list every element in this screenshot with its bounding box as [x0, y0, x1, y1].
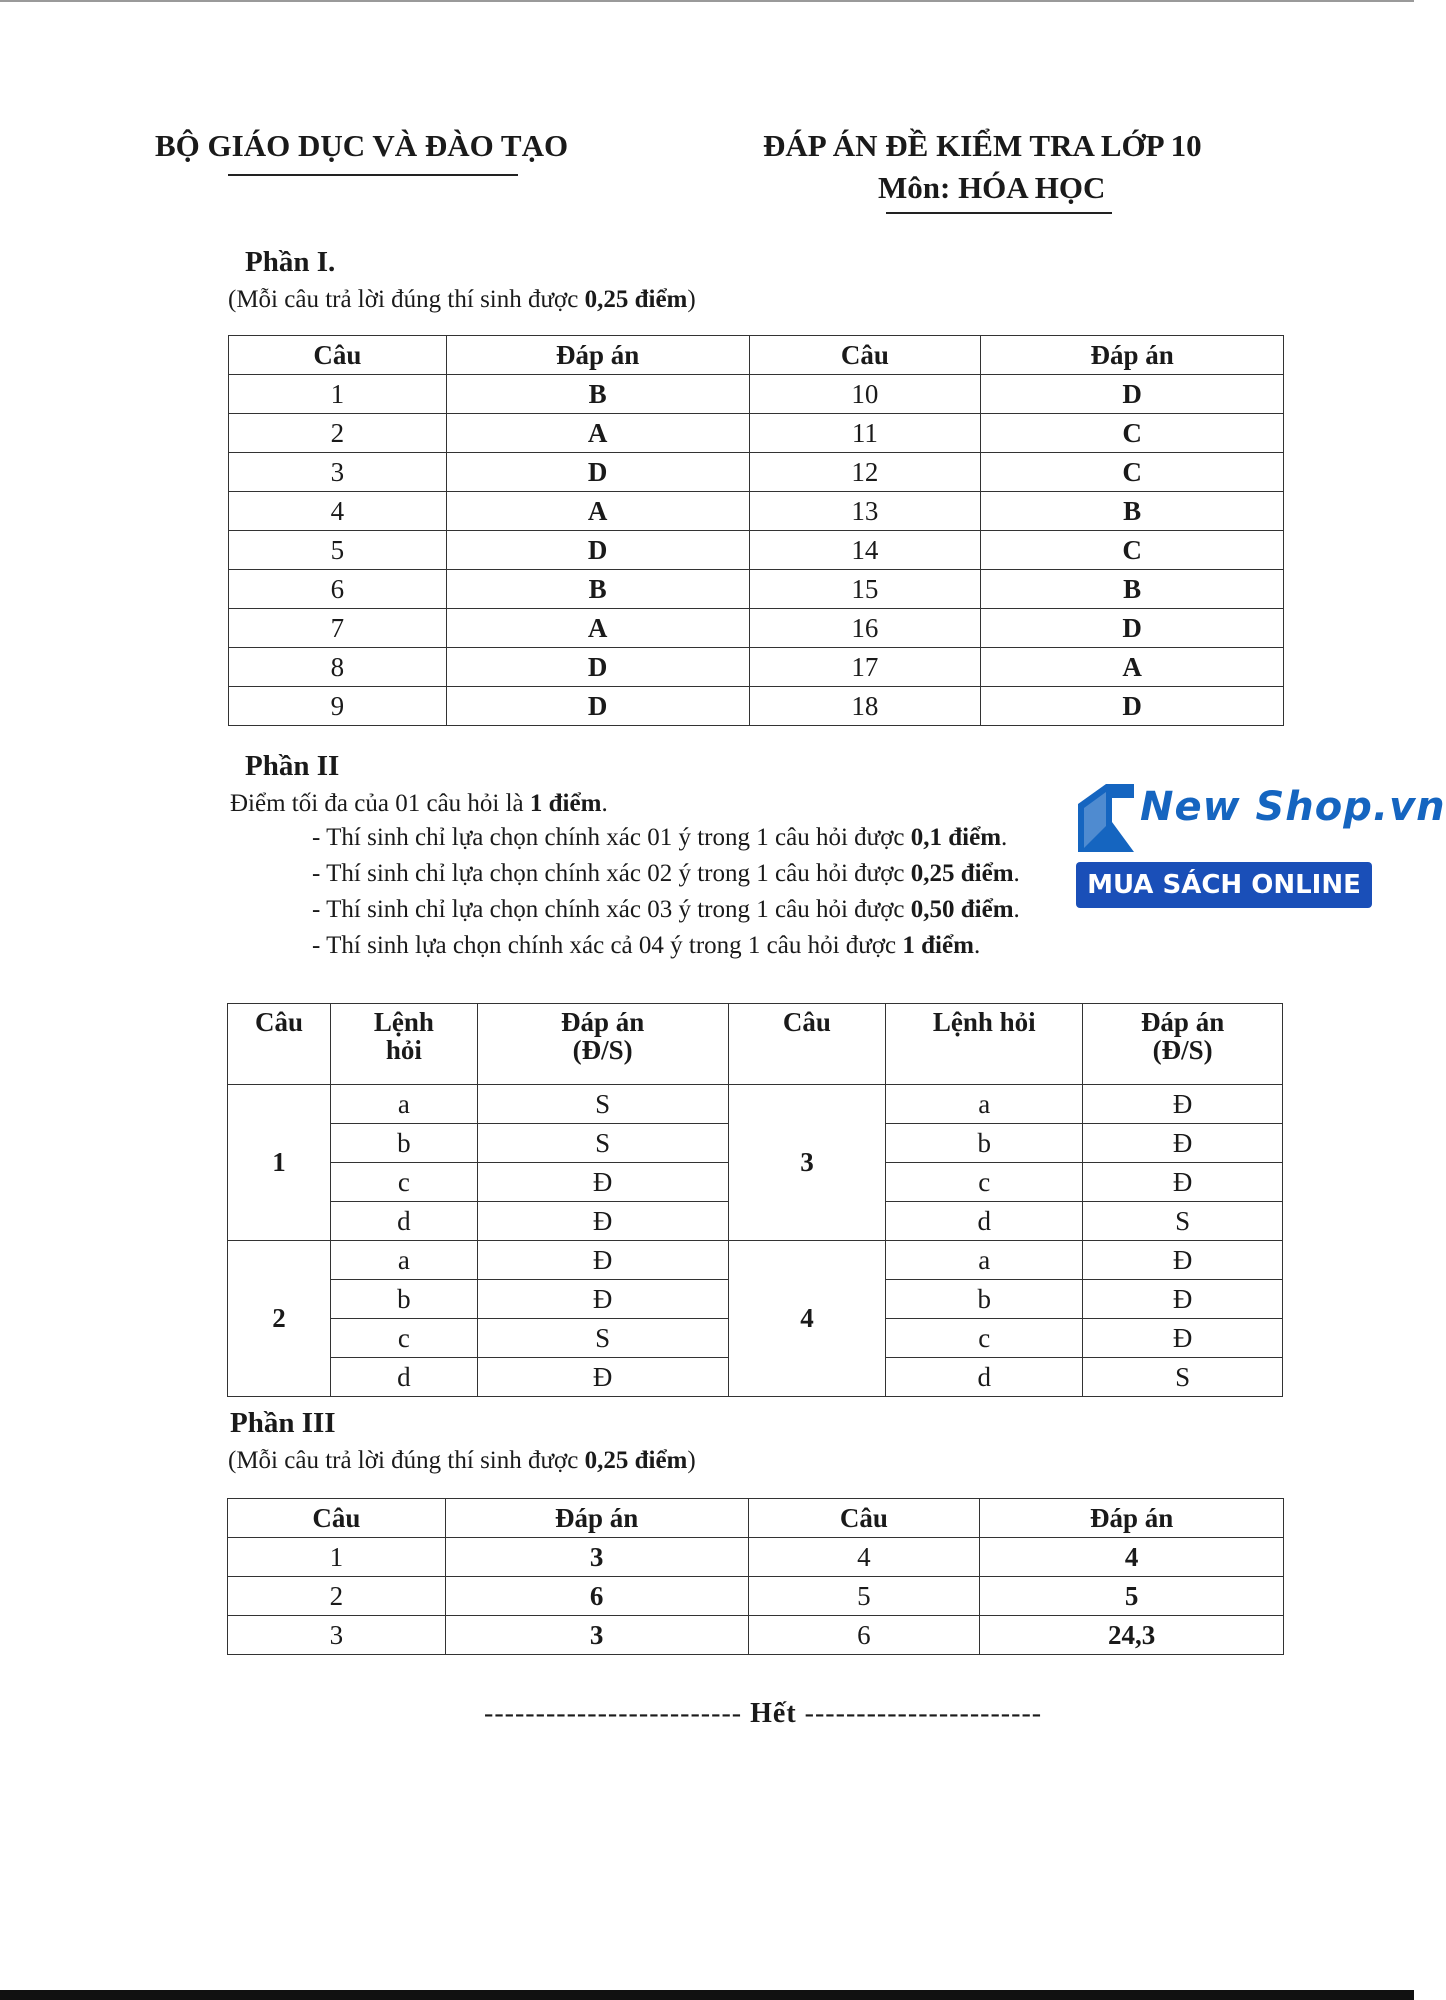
command-letter-cell: c: [330, 1163, 477, 1202]
column-header-question: Câu: [228, 1499, 446, 1538]
table-row: [228, 1616, 1284, 1655]
question-number-cell: 3: [728, 1085, 886, 1241]
true-false-answer-cell: S: [1083, 1358, 1283, 1397]
question-number-cell: 14: [749, 531, 981, 570]
command-letter-cell: d: [330, 1358, 477, 1397]
true-false-answer-cell: Đ: [477, 1163, 728, 1202]
part2-intro: Điểm tối đa của 01 câu hỏi là 1 điểm.: [230, 790, 608, 817]
column-header-command: Lệnh hỏi: [330, 1004, 477, 1085]
answer-cell: C: [981, 414, 1284, 453]
part3-answer-table: [227, 1498, 1284, 1655]
part1-heading: Phần I.: [245, 246, 336, 278]
command-letter-cell: b: [330, 1124, 477, 1163]
table-header-row: [228, 1004, 1283, 1085]
answer-cell: 3: [445, 1538, 748, 1577]
answer-cell: C: [981, 453, 1284, 492]
column-header-answer: Đáp án: [980, 1499, 1284, 1538]
logo-brand-text: New Shop.vn: [1140, 784, 1446, 830]
part3-note: (Mỗi câu trả lời đúng thí sinh được 0,25 điểm): [228, 1447, 696, 1474]
command-letter-cell: c: [886, 1163, 1083, 1202]
command-letter-cell: d: [330, 1202, 477, 1241]
question-number-cell: 12: [749, 453, 981, 492]
command-letter-cell: b: [330, 1280, 477, 1319]
true-false-answer-cell: Đ: [1083, 1241, 1283, 1280]
answer-cell: A: [981, 648, 1284, 687]
question-number-cell: 2: [228, 1577, 446, 1616]
question-number-cell: 9: [229, 687, 447, 726]
table-row: [229, 375, 1284, 414]
question-number-cell: 18: [749, 687, 981, 726]
question-number-cell: 17: [749, 648, 981, 687]
true-false-answer-cell: Đ: [477, 1280, 728, 1319]
table-header-row: [228, 1499, 1284, 1538]
logo-tagline-banner: MUA SÁCH ONLINE: [1076, 862, 1372, 908]
answer-cell: D: [446, 531, 749, 570]
true-false-answer-cell: Đ: [1083, 1319, 1283, 1358]
ministry-underline: [228, 174, 518, 176]
question-number-cell: 7: [229, 609, 447, 648]
answer-cell: 5: [980, 1577, 1284, 1616]
question-number-cell: 5: [229, 531, 447, 570]
true-false-answer-cell: Đ: [1083, 1280, 1283, 1319]
answer-cell: B: [981, 492, 1284, 531]
subject-underline: [886, 212, 1112, 214]
part1-note: (Mỗi câu trả lời đúng thí sinh được 0,25 điểm): [228, 286, 696, 313]
answer-cell: A: [446, 492, 749, 531]
true-false-answer-cell: Đ: [477, 1358, 728, 1397]
column-header-answer: Đáp án: [981, 336, 1284, 375]
answer-cell: D: [981, 687, 1284, 726]
true-false-answer-cell: Đ: [1083, 1085, 1283, 1124]
scoring-rule-item: - Thí sinh lựa chọn chính xác cả 04 ý trong 1 câu hỏi được 1 điểm.: [312, 932, 981, 959]
question-number-cell: 15: [749, 570, 981, 609]
answer-cell: D: [446, 453, 749, 492]
bottom-border-line: [0, 1990, 1414, 2000]
question-number-cell: 5: [748, 1577, 980, 1616]
answer-cell: D: [981, 609, 1284, 648]
true-false-answer-cell: Đ: [477, 1202, 728, 1241]
question-number-cell: 16: [749, 609, 981, 648]
command-letter-cell: a: [886, 1241, 1083, 1280]
table-row: [229, 453, 1284, 492]
true-false-answer-cell: Đ: [477, 1241, 728, 1280]
subject-heading: Môn: HÓA HỌC: [878, 170, 1106, 205]
table-row: [229, 531, 1284, 570]
question-number-cell: 1: [228, 1085, 331, 1241]
question-number-cell: 2: [229, 414, 447, 453]
command-letter-cell: c: [886, 1319, 1083, 1358]
column-header-question: Câu: [728, 1004, 886, 1085]
column-header-answer: Đáp án: [445, 1499, 748, 1538]
command-letter-cell: a: [886, 1085, 1083, 1124]
table-row: [228, 1241, 1283, 1280]
command-letter-cell: b: [886, 1280, 1083, 1319]
answer-cell: C: [981, 531, 1284, 570]
answer-cell: B: [446, 570, 749, 609]
table-row: [229, 492, 1284, 531]
answer-cell: D: [446, 648, 749, 687]
table-row: [229, 414, 1284, 453]
column-header-answer: Đáp án (Đ/S): [1083, 1004, 1283, 1085]
part1-answer-table: [228, 335, 1284, 726]
command-letter-cell: c: [330, 1319, 477, 1358]
part2-heading: Phần II: [245, 750, 340, 782]
scoring-rule-item: - Thí sinh chỉ lựa chọn chính xác 03 ý trong 1 câu hỏi được 0,50 điểm.: [312, 896, 1020, 923]
question-number-cell: 11: [749, 414, 981, 453]
true-false-answer-cell: S: [1083, 1202, 1283, 1241]
answer-cell: B: [981, 570, 1284, 609]
true-false-answer-cell: S: [477, 1319, 728, 1358]
command-letter-cell: d: [886, 1358, 1083, 1397]
question-number-cell: 4: [728, 1241, 886, 1397]
newshop-logo: [1076, 782, 1446, 910]
answer-cell: 4: [980, 1538, 1284, 1577]
question-number-cell: 4: [748, 1538, 980, 1577]
question-number-cell: 8: [229, 648, 447, 687]
true-false-answer-cell: S: [477, 1085, 728, 1124]
document-title: ĐÁP ÁN ĐỀ KIỂM TRA LỚP 10: [763, 128, 1202, 163]
column-header-command: Lệnh hỏi: [886, 1004, 1083, 1085]
end-marker: ------------------------- Hết -----------------------: [484, 1698, 1043, 1729]
question-number-cell: 1: [228, 1538, 446, 1577]
question-number-cell: 10: [749, 375, 981, 414]
answer-cell: 3: [445, 1616, 748, 1655]
scoring-rule-item: - Thí sinh chỉ lựa chọn chính xác 01 ý trong 1 câu hỏi được 0,1 điểm.: [312, 824, 1008, 851]
true-false-answer-cell: Đ: [1083, 1124, 1283, 1163]
command-letter-cell: b: [886, 1124, 1083, 1163]
question-number-cell: 6: [748, 1616, 980, 1655]
top-border-line: [0, 0, 1414, 2]
table-row: [228, 1577, 1284, 1616]
command-letter-cell: a: [330, 1241, 477, 1280]
question-number-cell: 1: [229, 375, 447, 414]
question-number-cell: 3: [229, 453, 447, 492]
true-false-answer-cell: Đ: [1083, 1163, 1283, 1202]
arrow-logo-icon: [1076, 782, 1136, 854]
answer-cell: A: [446, 414, 749, 453]
part3-heading: Phần III: [230, 1407, 336, 1439]
column-header-answer: Đáp án: [446, 336, 749, 375]
question-number-cell: 3: [228, 1616, 446, 1655]
question-number-cell: 4: [229, 492, 447, 531]
table-row: [229, 648, 1284, 687]
scoring-rule-item: - Thí sinh chỉ lựa chọn chính xác 02 ý trong 1 câu hỏi được 0,25 điểm.: [312, 860, 1020, 887]
column-header-question: Câu: [749, 336, 981, 375]
table-row: [229, 687, 1284, 726]
table-row: [229, 570, 1284, 609]
answer-cell: D: [981, 375, 1284, 414]
question-number-cell: 2: [228, 1241, 331, 1397]
answer-cell: 24,3: [980, 1616, 1284, 1655]
column-header-question: Câu: [229, 336, 447, 375]
true-false-answer-cell: S: [477, 1124, 728, 1163]
table-row: [228, 1538, 1284, 1577]
question-number-cell: 13: [749, 492, 981, 531]
part2-true-false-table: [227, 1003, 1283, 1397]
table-row: [229, 609, 1284, 648]
column-header-answer: Đáp án (Đ/S): [477, 1004, 728, 1085]
answer-cell: A: [446, 609, 749, 648]
answer-cell: D: [446, 687, 749, 726]
answer-cell: B: [446, 375, 749, 414]
command-letter-cell: a: [330, 1085, 477, 1124]
answer-cell: 6: [445, 1577, 748, 1616]
column-header-question: Câu: [228, 1004, 331, 1085]
table-row: [228, 1085, 1283, 1124]
column-header-question: Câu: [748, 1499, 980, 1538]
question-number-cell: 6: [229, 570, 447, 609]
command-letter-cell: d: [886, 1202, 1083, 1241]
ministry-heading: BỘ GIÁO DỤC VÀ ĐÀO TẠO: [155, 128, 569, 163]
table-header-row: [229, 336, 1284, 375]
